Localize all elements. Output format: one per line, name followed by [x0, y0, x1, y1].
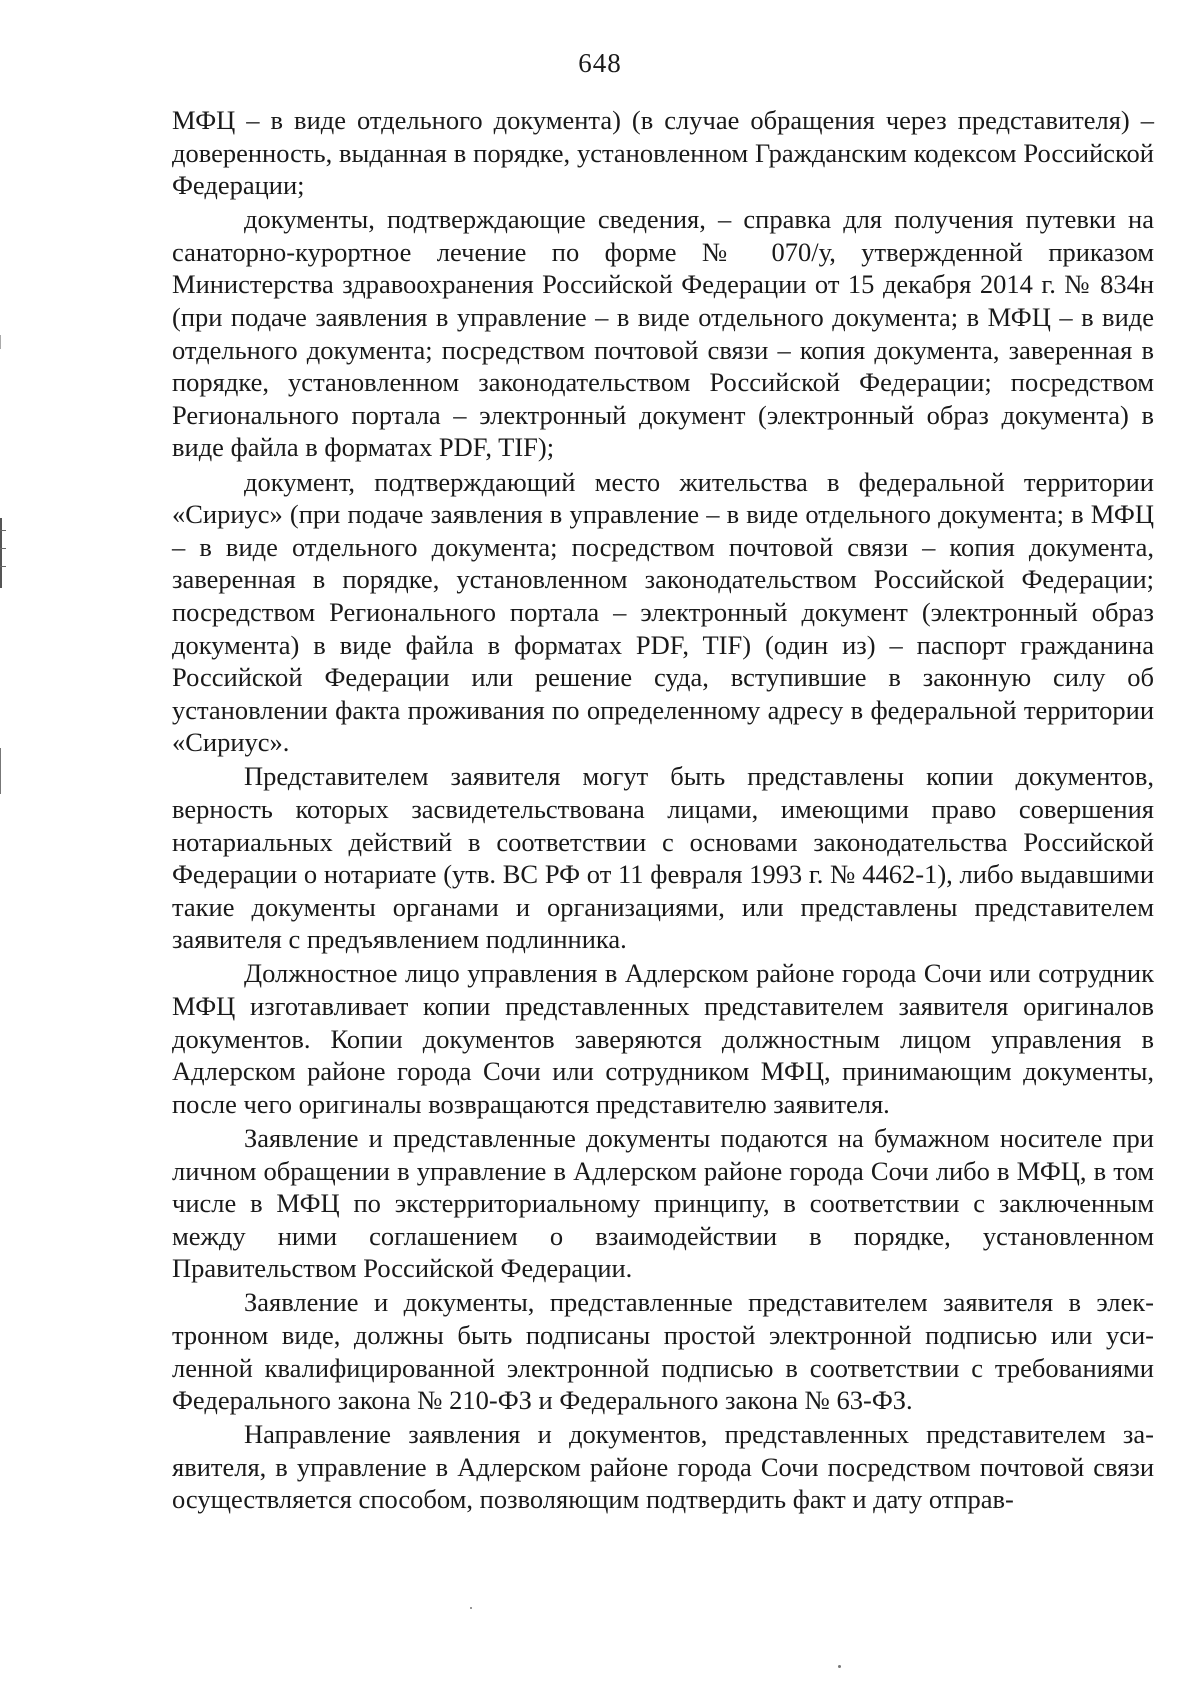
scan-speck [838, 1665, 841, 1668]
binding-edge-tick [0, 530, 6, 531]
paragraph: МФЦ – в виде отдельного документа) (в случае обращения через представителя) – доверенность, выданная в порядке, установленном Гражданским кодексом Российской Федерации; [172, 105, 1154, 201]
paragraph: Заявление и представленные документы подаются на бумажном носителе при личном обращении в управление в Адлерском районе города Сочи либо в МФЦ, в том числе в МФЦ по экстерриториальному принципу, в соответствии с заключенным между ними соглашением о взаимодействии в порядке, установленном Правительством Российской Федерации. [172, 1122, 1154, 1284]
document-body [172, 104, 1154, 1518]
binding-edge-mark [0, 335, 9, 349]
binding-edge-mark [0, 748, 9, 794]
page-number: 648 [578, 48, 622, 78]
scan-speck [470, 1607, 472, 1609]
paragraph: документ, подтверждающий место жительства в федеральной территории «Сириус» (при подаче заявления в управление – в виде отдельного документа; в МФЦ – в виде отдельного документа; посредством почтовой связи – копия документа, заверенная в порядке, установленном законодательством Российской Федерации; посредством Регионального портала – электронный документ (электронный образ документа) в виде файла в форматах PDF, TIF) (один из) – паспорт гражданина Российской Федерации или решение суда, вступившие в законную силу об установлении факта проживания по определенному адресу в федеральной территории «Сириус». [172, 466, 1154, 758]
paragraph: документы, подтверждающие сведения, – справка для получения путевки на санаторно-курортное лечение по форме № 070/у, утвержденной приказом Министерства здравоохранения Российской Федерации от 15 декабря 2014 г. № 834н (при подаче заявления в управление – в виде отдельного документа; в МФЦ – в виде отдельного документа; посредством почтовой связи – копия документа, заверенная в порядке, установленном законодательством Российской Федерации; посредством Регионального портала – электронный документ (электронный образ документа) в виде файла в форматах PDF, TIF); [172, 204, 1154, 463]
binding-edge-tick [0, 548, 6, 549]
binding-edge-mark [0, 518, 10, 588]
binding-edge-tick [0, 566, 6, 567]
paragraph: Должностное лицо управления в Адлерском районе города Сочи или сотрудник МФЦ изготавливает копии представленных представителем заявителя оригиналов документов. Копии документов заверяются должностным лицом управления в Адлерском районе города Сочи или сотрудником МФЦ, принимающим документы, после чего оригиналы возвращаются представителю заявителя. [172, 958, 1154, 1119]
paragraph: Представителем заявителя могут быть представлены копии документов, верность которых засвидетельствована лицами, имеющими право совершения нотариальных действий в соответствии с основами законодательства Российской Федерации о нотариате (утв. ВС РФ от 11 февраля 1993 г. № 4462-1), либо выдавшими такие документы органами и организациями, или представлены представителем заявителя с предъявлением подлинника. [172, 761, 1154, 955]
paragraph: Направление заявления и документов, представленных представителем заявителя, в управление в Адлерском районе города Сочи посредством почтовой связи осуществляется способом, позволяющим подтвердить факт и дату отправ- [172, 1419, 1154, 1515]
paragraph: Заявление и документы, представленные представителем заявителя в электронном виде, должны быть подписаны простой электронной подписью или усиленной квалифицированной электронной подписью в соответствии с требованиями Федерального закона № 210-ФЗ и Федерального закона № 63-ФЗ. [172, 1287, 1154, 1416]
